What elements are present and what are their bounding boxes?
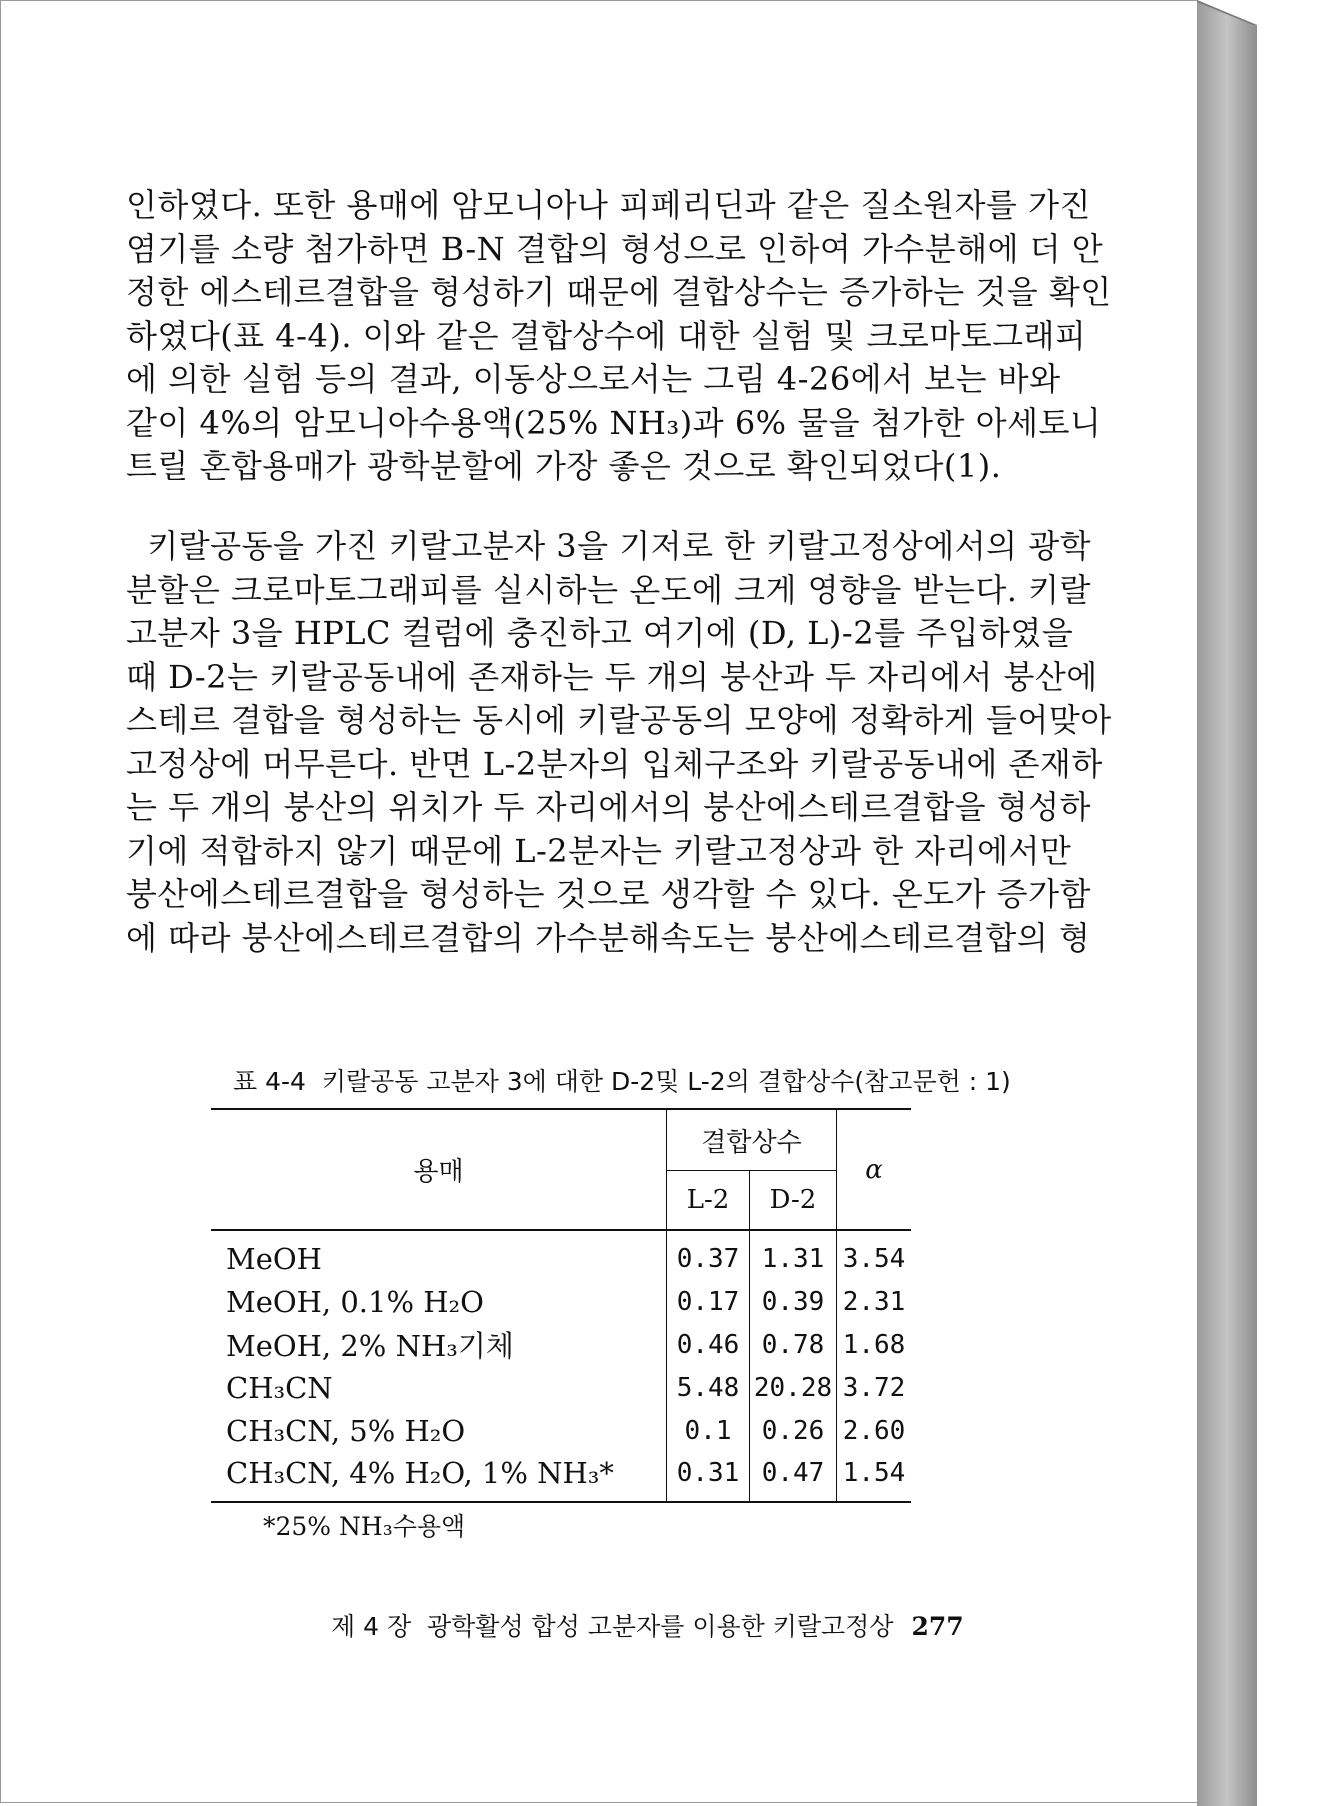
text-line: 키랄공동을 가진 키랄고분자 3을 기저로 한 키랄고정상에서의 광학 — [126, 527, 1092, 565]
text-line: 고정상에 머무른다. 반면 L-2분자의 입체구조와 키랄공동내에 존재하 — [126, 744, 1103, 783]
text-line: 스테르 결합을 형성하는 동시에 키랄공동의 모양에 정확하게 들어맞아 — [126, 701, 1112, 739]
table-caption: 표 4-4 키랄공동 고분자 3에 대한 D-2및 L-2의 결합상수(참고문헌 : 1) — [233, 1067, 1011, 1096]
book-edge-shading — [1197, 0, 1318, 1806]
d2-cell: 0.47 — [750, 1452, 837, 1502]
header-l2: L-2 — [667, 1171, 750, 1231]
paragraph-1 — [126, 184, 1112, 489]
header-alpha: α — [865, 1154, 883, 1185]
l2-cell: 5.48 — [667, 1366, 750, 1409]
paragraph-2 — [126, 525, 1112, 960]
text-line: 에 따라 붕산에스테르결합의 가수분해속도는 붕산에스테르결합의 형 — [126, 918, 1091, 957]
table-row — [211, 1323, 911, 1366]
l2-cell: 0.31 — [667, 1452, 750, 1502]
alpha-cell: 3.54 — [842, 1244, 906, 1274]
table-row — [211, 1409, 911, 1452]
alpha-cell: 1.54 — [842, 1458, 906, 1488]
header-binding-constant: 결합상수 — [667, 1109, 837, 1171]
d2-cell: 0.78 — [750, 1323, 837, 1366]
text-line: 하였다(표 4-4). 이와 같은 결합상수에 대한 실험 및 크로마토그래피 — [126, 316, 1087, 355]
text-line: 염기를 소량 첨가하면 B-N 결합의 형성으로 인하여 가수분해에 더 안 — [126, 229, 1104, 268]
text-line: 인하였다. 또한 용매에 암모니아나 피페리딘과 같은 질소원자를 가진 — [126, 186, 1091, 224]
d2-cell: 1.31 — [750, 1230, 837, 1280]
l2-cell: 0.1 — [667, 1409, 750, 1452]
text-line: 고분자 3을 HPLC 컬럼에 충진하고 여기에 (D, L)-2를 주입하였을 — [126, 614, 1074, 652]
header-solvent: 용매 — [211, 1109, 667, 1230]
table-row — [211, 1366, 911, 1409]
text-line: 분할은 크로마토그래피를 실시하는 온도에 크게 영향을 받는다. 키랄 — [126, 570, 1091, 609]
table-row — [211, 1452, 911, 1502]
solvent-cell: MeOH, 2% NH₃기체 — [211, 1323, 667, 1366]
solvent-cell: MeOH — [211, 1230, 667, 1280]
alpha-cell: 3.72 — [842, 1372, 906, 1403]
solvent-cell: CH₃CN, 5% H₂O — [211, 1409, 667, 1452]
running-title: 제 4 장 광학활성 합성 고분자를 이용한 키랄고정상 — [331, 1612, 894, 1641]
text-line: 정한 에스테르결합을 형성하기 때문에 결합상수는 증가하는 것을 확인 — [126, 273, 1112, 311]
table-footnote: *25% NH₃수용액 — [263, 1512, 466, 1541]
text-line: 붕산에스테르결합을 형성하는 것으로 생각할 수 있다. 온도가 증가함 — [126, 875, 1091, 913]
alpha-cell: 2.60 — [842, 1415, 906, 1446]
l2-cell: 0.17 — [667, 1280, 750, 1323]
solvent-cell: MeOH, 0.1% H₂O — [211, 1280, 667, 1323]
header-d2: D-2 — [750, 1171, 837, 1231]
l2-cell: 0.46 — [667, 1323, 750, 1366]
alpha-cell: 2.31 — [842, 1286, 906, 1317]
solvent-cell: CH₃CN, 4% H₂O, 1% NH₃* — [211, 1452, 667, 1502]
d2-cell: 20.28 — [750, 1366, 837, 1409]
text-line: 는 두 개의 붕산의 위치가 두 자리에서의 붕산에스테르결합을 형성하 — [126, 788, 1091, 826]
text-line: 같이 4%의 암모니아수용액(25% NH₃)과 6% 물을 첨가한 아세토니 — [126, 403, 1102, 442]
table-row — [211, 1280, 911, 1323]
l2-cell: 0.37 — [667, 1230, 750, 1280]
text-line: 에 의한 실험 등의 결과, 이동상으로서는 그림 4-26에서 보는 바와 — [126, 360, 1061, 398]
alpha-cell: 1.68 — [842, 1329, 906, 1360]
solvent-cell: CH₃CN — [211, 1366, 667, 1409]
binding-constant-table — [211, 1108, 911, 1503]
text-line: 기에 적합하지 않기 때문에 L-2분자는 키랄고정상과 한 자리에서만 — [126, 831, 1072, 870]
text-line: 트릴 혼합용매가 광학분할에 가장 좋은 것으로 확인되었다(1). — [126, 447, 1002, 485]
table-row — [211, 1230, 911, 1280]
text-line: 때 D-2는 키랄공동내에 존재하는 두 개의 붕산과 두 자리에서 붕산에 — [126, 657, 1098, 696]
page-footer — [331, 1607, 964, 1643]
d2-cell: 0.39 — [750, 1280, 837, 1323]
d2-cell: 0.26 — [750, 1409, 837, 1452]
page-number: 277 — [911, 1612, 964, 1641]
